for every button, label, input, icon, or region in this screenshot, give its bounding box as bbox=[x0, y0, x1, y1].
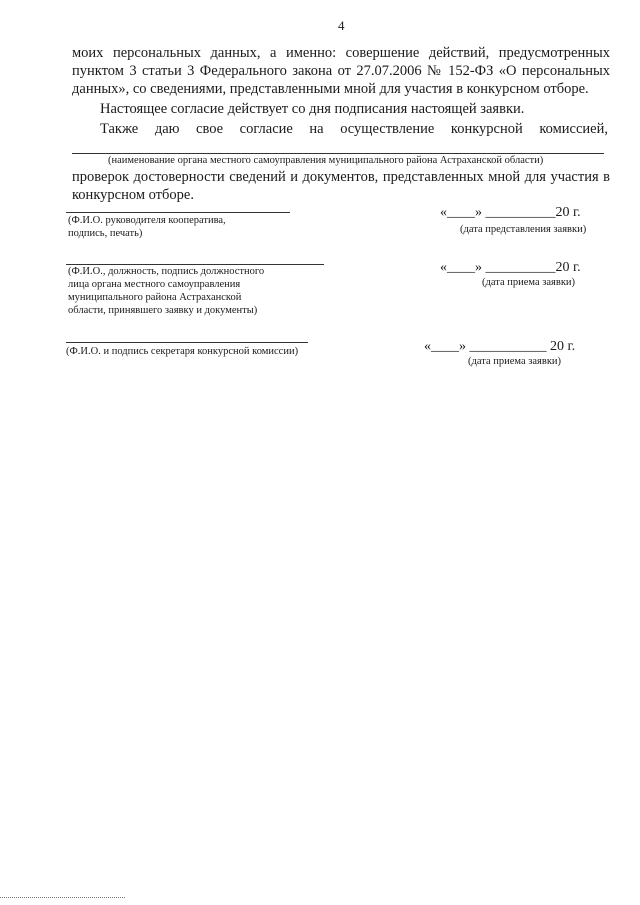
secretary-date-caption: (дата приема заявки) bbox=[468, 356, 562, 367]
acceptance-date-caption: (дата приема заявки) bbox=[482, 277, 576, 288]
scan-footer-dots bbox=[0, 897, 125, 898]
signature-line-secretary bbox=[66, 342, 308, 343]
page-number: 4 bbox=[338, 18, 345, 33]
verification-paragraph: проверок достоверности сведений и документов, представленных мной для участия в конкурсном отборе. bbox=[72, 169, 610, 203]
consent-paragraph: моих персональных данных, а именно: совершение действий, предусмотренных пунктом 3 статьи 3 Федерального закона от 27.07.2006 № 152-ФЗ «О персональных данных», со сведениями, представленными мной для участия в конкурсном отборе. bbox=[72, 45, 610, 97]
submission-date-caption: (дата представления заявки) bbox=[460, 224, 587, 235]
secretary-signature-caption: (Ф.И.О. и подпись секретаря конкурсной комиссии) bbox=[66, 346, 299, 357]
signature-line-head bbox=[66, 212, 290, 213]
validity-paragraph: Настоящее согласие действует со дня подписания настоящей заявки. bbox=[100, 101, 525, 117]
submission-date-field: «____» __________20 г. bbox=[440, 205, 581, 220]
commission-consent-paragraph: Также даю свое согласие на осуществление конкурсной комиссией, bbox=[100, 121, 608, 137]
secretary-date-field: «____» ___________ 20 г. bbox=[424, 339, 576, 354]
org-name-caption: (наименование органа местного самоуправления муниципального района Астраханской области) bbox=[108, 155, 544, 166]
head-signature-caption: (Ф.И.О. руководителя кооператива, подпись, печать) bbox=[68, 215, 226, 239]
official-signature-caption: (Ф.И.О., должность, подпись должностного лица органа местного самоуправления муниципального района Астраханской области, принявшего заявку и документы) bbox=[68, 266, 265, 316]
acceptance-date-field: «____» __________20 г. bbox=[440, 260, 581, 275]
